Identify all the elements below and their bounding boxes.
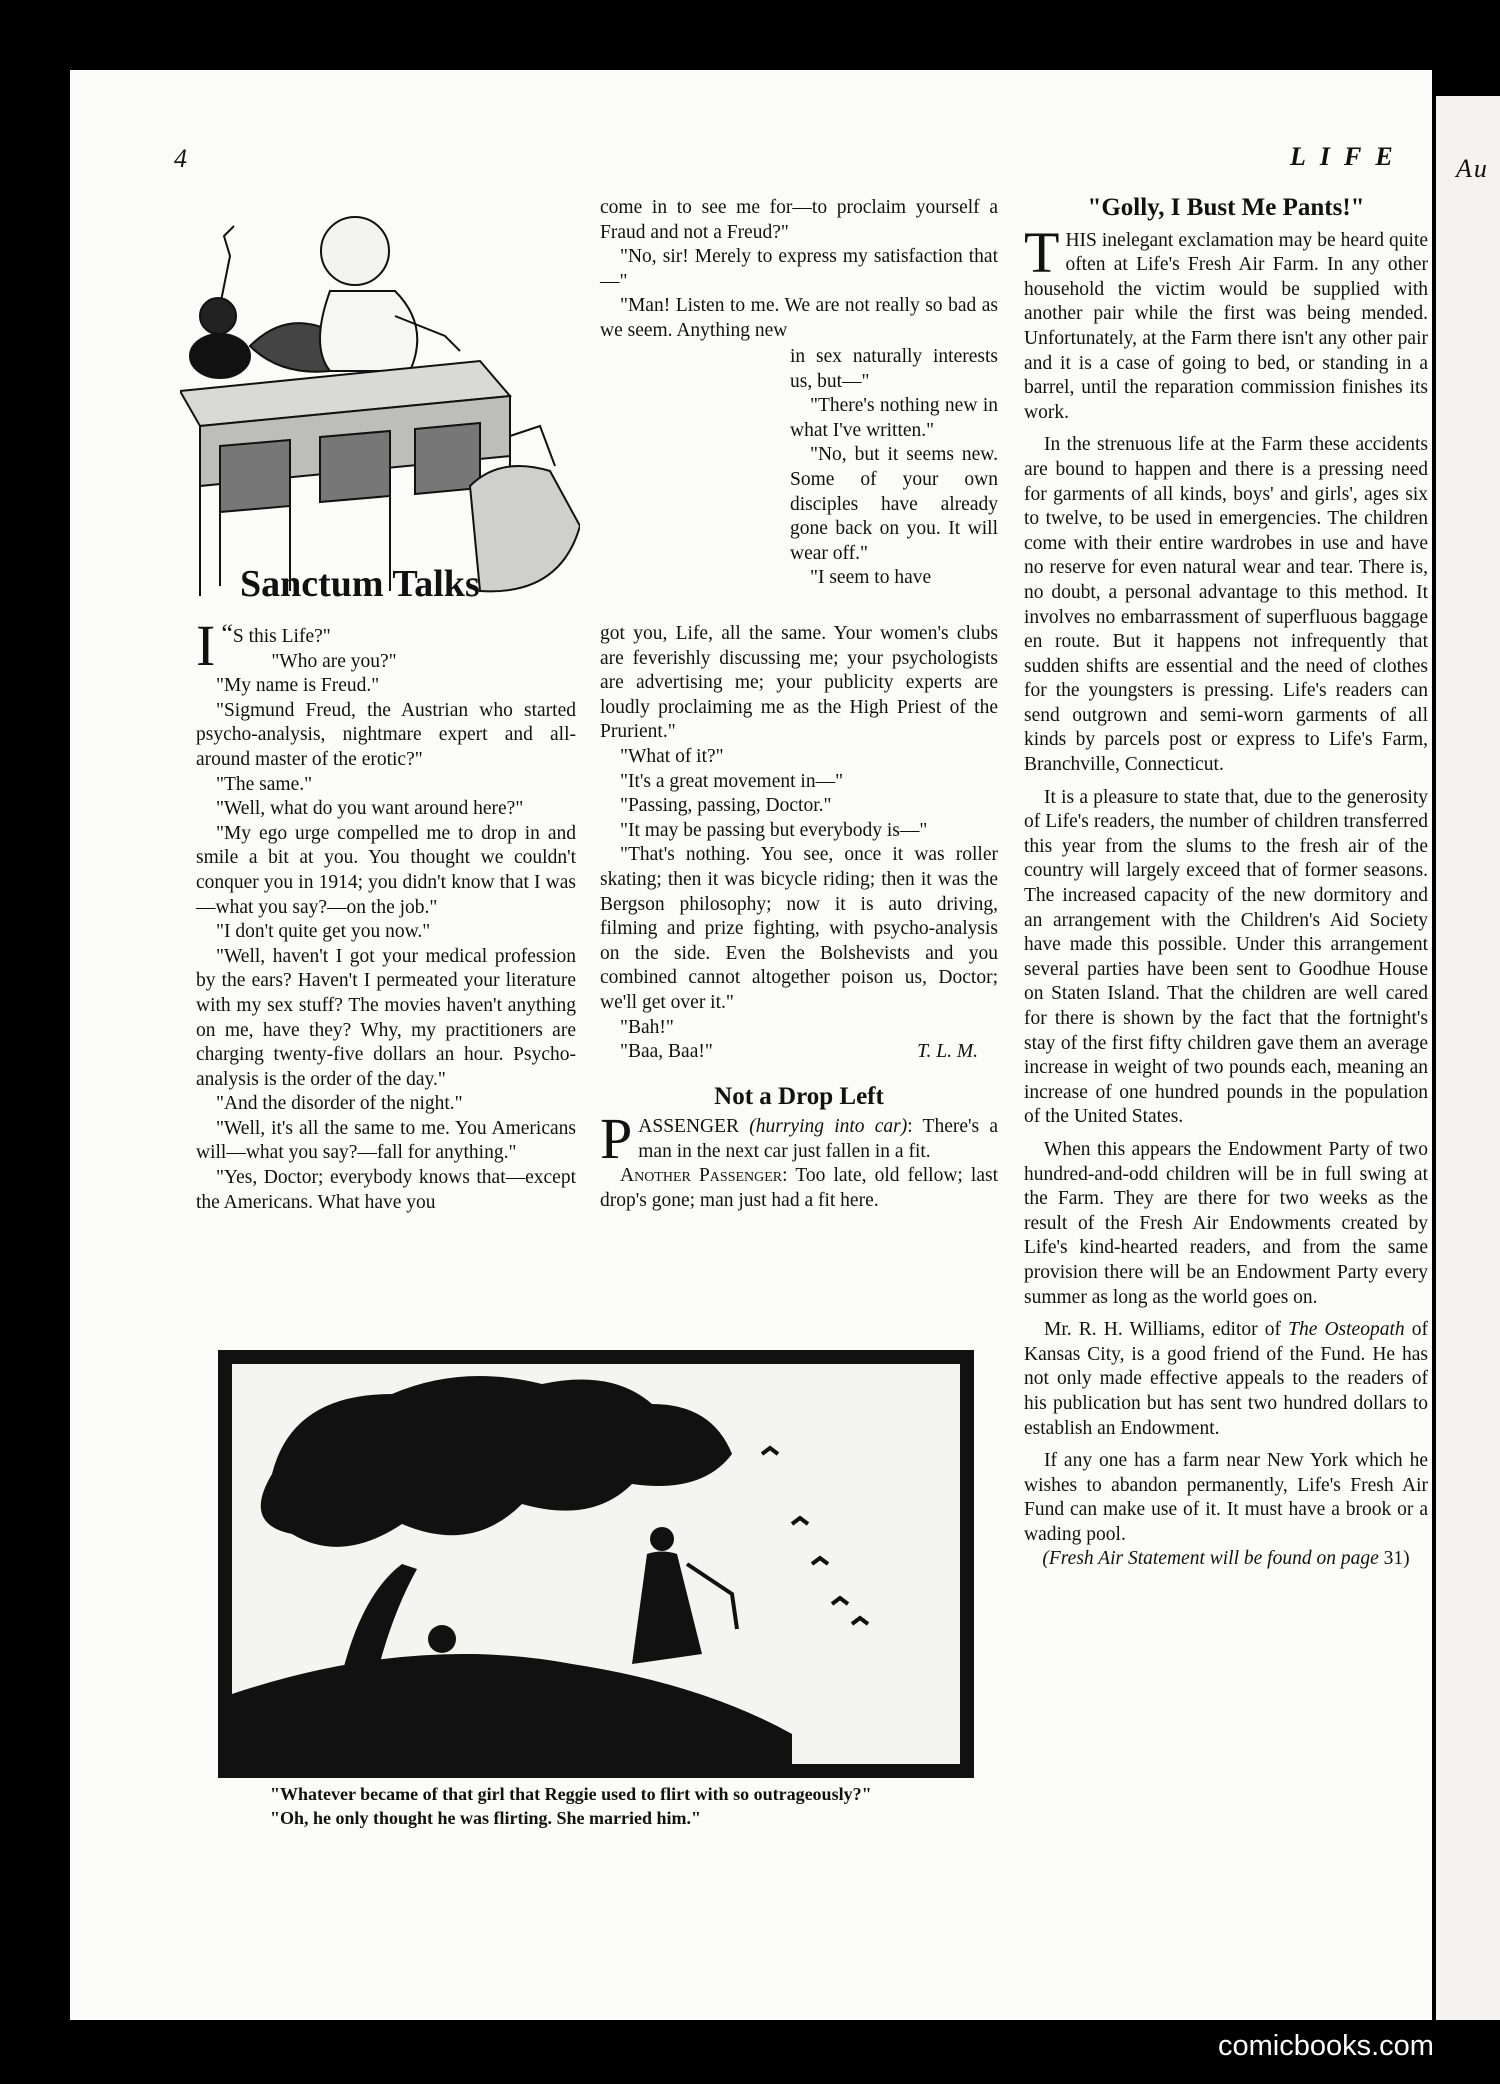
- page-reference: 31): [1378, 1548, 1410, 1570]
- paragraph: come in to see me for—to proclaim yourself a Fraud and not a Freud?": [600, 197, 998, 243]
- paragraph: "That's nothing. You see, once it was roller skating; then it was bicycle riding; then it was the Bergson philosophy; now it is auto driving, filming and prize fighting, with psycho-analysis on the side. Even the Bolshevists and you combined cannot altogether poison us, Doctor; we'll get over it.": [600, 844, 998, 1013]
- publication-name: The Osteopath: [1288, 1319, 1405, 1341]
- paragraph: "My ego urge compelled me to drop in and smile a bit at you. You thought we couldn't conquer you in 1914; you didn't know that I was—what you say?—on the job.": [196, 822, 576, 918]
- paragraph: [600, 1040, 998, 1065]
- speaker-label: Another Passenger: [620, 1165, 783, 1187]
- paragraph: "The same.": [216, 773, 313, 795]
- paragraph-text: HIS inelegant exclamation may be heard quite often at Life's Fresh Air Farm. In any other household the victim would be supplied with another pair while the first was being mended. Unfortunately, at the Farm there isn't any other pair and it is a case of going to bed, or standing in a barrel, until the reparation commission finishes its work.: [1024, 229, 1428, 423]
- paragraph-text: "Baa, Baa!": [620, 1041, 713, 1063]
- paragraph: "Passing, passing, Doctor.": [620, 795, 832, 817]
- paragraph: [600, 1106, 998, 1172]
- paragraph: [1024, 1547, 1428, 1572]
- illustration-caption: [270, 1782, 970, 1830]
- paragraph: "Who are you?": [271, 650, 397, 672]
- sanctum-column-2-bottom: [600, 622, 998, 1214]
- author-signature: T. L. M.: [917, 1041, 978, 1063]
- drop-article-title: Not a Drop Left: [714, 1082, 884, 1110]
- paragraph: "Bah!": [620, 1016, 674, 1038]
- silhouette-tree-scene: [232, 1364, 960, 1764]
- paragraph: "I seem to have: [810, 567, 932, 589]
- paragraph: "It's a great movement in—": [620, 770, 844, 792]
- paragraph: It is a pleasure to state that, due to the generosity of Life's readers, the number of children transferred this year from the slums to the fresh air of the country will largely exceed that of former seasons. The increased capacity of the new dormitory and an arrangement with the Children's Aid Society have made this possible. Under this arrangement several parties have been sent to Goodhue House on Staten Island. That the children are well cared for there is shown by the fact that the fortnight's stay of the first fifty children gave them an average increase in weight of two pounds each, meaning an increase of one hundred pounds in the population of the United States.: [1024, 786, 1428, 1128]
- paragraph: [1024, 1318, 1428, 1441]
- statement-note: (Fresh Air Statement will be found on page: [1042, 1548, 1379, 1570]
- sanctum-column-1: [196, 613, 576, 1215]
- sanctum-column-2-narrow: [790, 345, 998, 591]
- drop-cap: I: [196, 613, 216, 678]
- paragraph: "Well, what do you want around here?": [216, 798, 524, 820]
- paragraph: "There's nothing new in what I've written.": [790, 395, 998, 441]
- paragraph: “ I S this Life?": [196, 613, 331, 678]
- paragraph: "I don't quite get you now.": [216, 921, 431, 943]
- paragraph-italic: (hurrying into car): [749, 1116, 908, 1138]
- silhouette-illustration: [218, 1350, 974, 1778]
- paragraph-text: Mr. R. H. Williams, editor of: [1044, 1319, 1289, 1341]
- paragraph-text: : Too late, old fellow; last drop's gone; man just had a fit here.: [600, 1165, 999, 1212]
- paragraph: got you, Life, all the same. Your women's clubs are feverishly discussing me; your psychologists are advertising me; your publicity experts are loudly proclaiming me as the High Priest of the Prurient.": [600, 623, 998, 743]
- paragraph: "Well, haven't I got your medical profession by the ears? Haven't I permeated your literature with my sex stuff? The movies haven't anything on me, have they? Why, my practitioners are charging twenty-five dollars an hour. Psycho-analysis is the order of the day.": [196, 945, 576, 1090]
- paragraph: "Sigmund Freud, the Austrian who started psycho-analysis, nightmare expert and all-around master of the erotic?": [196, 699, 576, 770]
- paragraph: "Yes, Doctor; everybody knows that—except the Americans. What have you: [196, 1167, 576, 1213]
- paragraph: "No, sir! Merely to express my satisfaction that—": [600, 246, 998, 292]
- baby-at-desk-illustration: [180, 196, 580, 596]
- paragraph: When this appears the Endowment Party of two hundred-and-odd children will be in full swing at the Farm. They are there for two weeks as the result of the Fresh Air Endowments created by Life's kind-hearted readers, and from the same provision there will be an Endowment Party every summer as long as the world goes on.: [1024, 1138, 1428, 1308]
- golly-title: "Golly, I Bust Me Pants!": [1087, 194, 1365, 221]
- paragraph-caps: ASSENGER: [638, 1116, 740, 1138]
- paragraph: "Well, it's all the same to me. You Americans will—what you say?—fall for anything.": [196, 1117, 576, 1164]
- paragraph: "My name is Freud.": [216, 675, 380, 697]
- paragraph: "No, but it seems new. Some of your own disciples have already gone back on you. It will wear off.": [790, 444, 998, 564]
- paragraph: [1024, 219, 1428, 426]
- paragraph: "It may be passing but everybody is—": [620, 819, 928, 841]
- caption-line: "Whatever became of that girl that Reggie used to flirt with so outrageously?": [270, 1784, 872, 1804]
- paragraph-text: : There's a man in the next car just fallen in a fit.: [638, 1116, 998, 1162]
- facing-page-header: Au: [1456, 154, 1489, 183]
- paragraph: If any one has a farm near New York which he wishes to abandon permanently, Life's Fresh Air Fund can make use of it. It must have a brook or a wading pool.: [1024, 1450, 1428, 1545]
- paragraph: "And the disorder of the night.": [216, 1093, 463, 1115]
- drop-cap: P: [600, 1106, 633, 1172]
- paragraph-text: of Kansas City, is a good friend of the Fund. He has not only made effective appeals to the readers of his publication but has sent two hundred dollars to establish an Endowment.: [1024, 1319, 1428, 1439]
- paragraph: "What of it?": [620, 745, 724, 767]
- paragraph: In the strenuous life at the Farm these accidents are bound to happen and there is a pressing need for garments of all kinds, boys' and girls', ages six to twelve, to be used in emergencies. The children come with their entire wardrobes in use and have no reserve for even natural wear and tear. There is, no doubt, a personal advantage to this method. It involves no embarrassment of superfluous baggage en route. But it happens not infrequently that sudden shifts are essential and the need of clothes for the youngsters is pressing. Life's readers can send outgrown and semi-worn garments of all kinds by parcels post or express to Life's Farm, Branchville, Connecticut.: [1024, 434, 1428, 776]
- paragraph-text: S this Life?": [232, 626, 331, 647]
- paragraph: [600, 1164, 998, 1213]
- sanctum-column-2-top: [600, 196, 998, 344]
- paragraph: in sex naturally interests us, but—": [790, 346, 998, 392]
- drop-cap: T: [1024, 219, 1060, 285]
- caption-line: "Oh, he only thought he was flirting. She married him.": [270, 1808, 702, 1828]
- golly-column: [1024, 196, 1428, 1572]
- paragraph: "Man! Listen to me. We are not really so bad as we seem. Anything new: [600, 295, 998, 341]
- watermark: comicbooks.com: [1218, 2030, 1434, 2062]
- sanctum-title: Sanctum Talks: [240, 563, 480, 605]
- magazine-title: LIFE: [1290, 142, 1407, 171]
- page-number: 4: [174, 144, 187, 173]
- facing-page-edge: [1436, 96, 1500, 2020]
